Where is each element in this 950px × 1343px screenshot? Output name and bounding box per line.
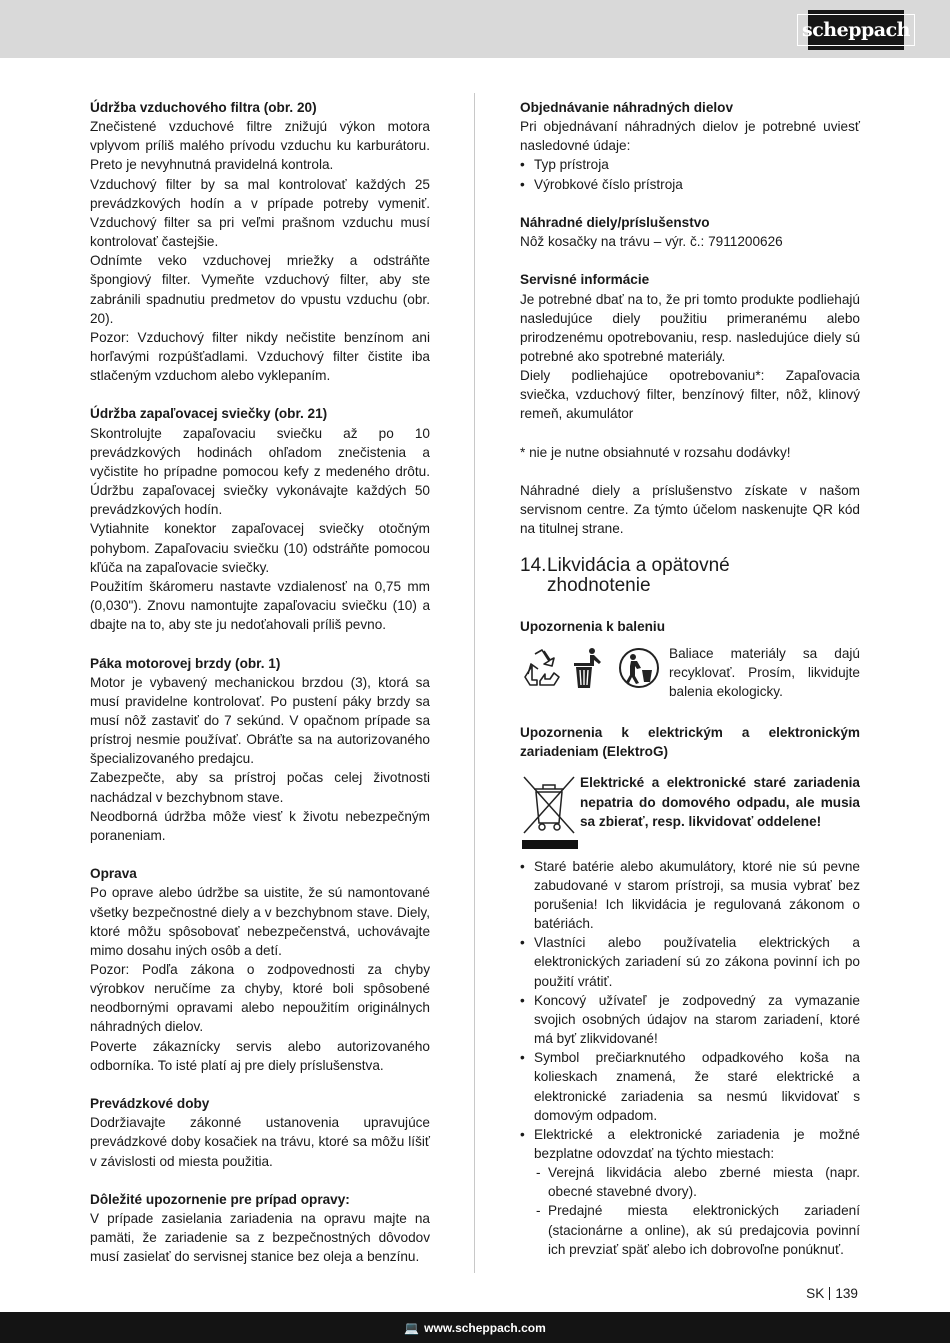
repair-paragraph: Po oprave alebo údržbe sa uistite, že sú namontované všetky bezpečnostné diely a v bezchybnom stave. Diely, ktoré môžu spôsobovať nebezpečenstvá, uchovávajte mimo dosahu iných osôb a detí. (90, 885, 430, 958)
footer-bar (0, 1312, 950, 1343)
weee-heading: Upozornenia k elektrickým a elektronickým zariadeniam (ElektroG) (520, 725, 860, 760)
list-item: • Vlastníci alebo používatelia elektrických a elektronických zariadení sú zo zákona povinní ich po použití vrátiť. (520, 933, 860, 990)
airfilter-heading: Údržba vzduchového filtra (obr. 20) (90, 100, 317, 115)
brake-paragraph: Zabezpečte, aby sa prístroj počas celej životnosti nachádzal v bezchybnom stave. (90, 770, 430, 805)
brake-paragraph: Motor je vybavený mechanickou brzdou (3), ktorá sa musí pravidelne kontrolovať. Po pustení páky brzdy sa musí nôž zastaviť do 7 sekúnd. V opačnom prípade sa prístroj nesmie používať. Obráťte sa na autorizovaného špecializovaného predajcu. (90, 674, 430, 767)
crossed-bin-icon (520, 773, 580, 856)
repair-paragraph: Pozor: Podľa zákona o zodpovednosti za chyby výrobkov neručíme za chyby, ktoré boli spôsobené neodbornými opravami alebo nepoužitím originálnych náhradných dielov. (90, 961, 430, 1035)
hours-heading: Prevádzkové doby (90, 1096, 210, 1112)
spare-paragraph: Nôž kosačky na trávu – výr. č.: 7911200626 (520, 234, 783, 250)
left-column (90, 98, 430, 1266)
list-item-text: Elektrické a elektronické zariadenia je možné bezplatne odovzdať na týchto miestach: (534, 1126, 860, 1161)
footer-url[interactable]: www.scheppach.com (424, 1320, 546, 1335)
repair-heading: Oprava (90, 866, 137, 882)
list-item: • Staré batérie alebo akumulátory, ktoré nie sú pevne zabudované v starom prístroji, sa musia vybrať bez porušenia! Ich likvidácia je regulovaná zákonom o batériách. (520, 857, 860, 934)
packaging-heading: Upozornenia k baleniu (520, 618, 666, 634)
service-paragraph: Diely podliehajúce opotrebovaniu*: Zapaľovacia sviečka, vzduchový filter, benzínový filter, nôž, klinový remeň, akumulátor (520, 368, 860, 422)
spare-heading: Náhradné diely/príslušenstvo (520, 214, 710, 230)
weee-sublist (534, 1163, 860, 1259)
scheppach-logo (802, 10, 910, 50)
packaging-icons (520, 644, 665, 690)
packaging-text: Baliace materiály sa dajú recyklovať. Prosím, likvidujte balenia ekologicky. (669, 645, 860, 699)
list-item: • Typ prístroja (520, 155, 860, 174)
section-title-line: zhodnotenie (547, 574, 651, 596)
list-item: • Symbol prečiarknutého odpadkového koša na kolieskach znamená, že staré elektrické a elektronické zariadenia sa nesmú likvidovať s domovým odpadom. (520, 1048, 860, 1125)
weee-list (520, 857, 860, 1259)
list-item: • Koncový užívateľ je zodpovedný za vymazanie svojich osobných údajov na starom zariadení, ktoré má byť zlikvidované! (520, 991, 860, 1048)
section-14-title (520, 556, 860, 596)
sublist-item: - Predajné miesta elektronických zariadení (stacionárne a online), ak sú predajcovia povinní ich prevziať späť alebo ich dobrovoľne ponúknuť. (534, 1201, 860, 1258)
section-number: 14. (520, 554, 547, 576)
weee-warning: Elektrické a elektronické staré zariadenia nepatria do domového odpadu, ale musia sa zbierať, resp. likvidovať oddelene! (580, 775, 860, 829)
sparkplug-paragraph: Skontrolujte zapaľovaciu sviečku až po 10 prevádzkových hodinách ohľadom znečistenia a vyčistite ho prípadne pomocou kefy z medeného drôtu. Údržbu zapaľovacej sviečky vykonávajte každých 50 prevádzkových hodín. (90, 425, 430, 518)
weee-block (520, 773, 860, 856)
monitor-icon: 💻 (404, 1320, 420, 1335)
packaging-block (520, 644, 860, 701)
service-paragraph: Je potrebné dbať na to, že pri tomto produkte podliehajú nasledujúce diely použitiu primeranému alebo prirodzenému opotrebovaniu, resp. nasledujúce diely sú potrebné ako spotrebné materiály. (520, 291, 860, 364)
tidyman-icon (616, 646, 662, 690)
airfilter-paragraph: Vzduchový filter by sa mal kontrolovať každých 25 prevádzkových hodín a v prípade potreby vymeniť. Vzduchový filter sa pri veľmi prašnom vzduchu musí kontrolovať častejšie. (90, 176, 430, 250)
sparkplug-heading: Údržba zapaľovacej sviečky (obr. 21) (90, 406, 328, 422)
column-divider (474, 93, 475, 1273)
important-paragraph: V prípade zasielania zariadenia na opravu majte na pamäti, že zariadenie sa z bezpečnostných dôvodov musí zasielať do servisnej stanice bez oleja a benzínu. (90, 1210, 430, 1265)
header-bar (0, 0, 950, 58)
sparkplug-paragraph: Použitím škáromeru nastavte vzdialenosť na 0,75 mm (0,030"). Znovu namontujte zapaľovaciu sviečku (10) a dbajte na to, aby ste ju nedoťahovali príliš pevno. (90, 578, 430, 633)
brake-heading: Páka motorovej brzdy (obr. 1) (90, 655, 281, 671)
page-num: 139 (835, 1286, 858, 1301)
hours-paragraph: Dodržiavajte zákonné ustanovenia upravujúce prevádzkové doby kosačiek na trávu, ktoré sa môžu líšiť v závislosti od miesta použitia. (90, 1115, 430, 1169)
right-column (520, 98, 860, 1259)
section-title-line: Likvidácia a opätovné (547, 554, 730, 576)
service-paragraph: Náhradné diely a príslušenstvo získate v našom servisnom centre. Za týmto účelom naskenujte QR kód na titulnej strane. (520, 483, 860, 537)
airfilter-paragraph: Pozor: Vzduchový filter nikdy nečistite benzínom ani horľavými rozpúšťadlami. Vzduchový filter čistite iba stlačeným vzduchom alebo vyklepaním. (90, 329, 430, 384)
sublist-item: - Verejná likvidácia alebo zberné miesta (napr. obecné stavebné dvory). (534, 1163, 860, 1201)
trash-bin-person-icon (570, 646, 610, 690)
logo-text: scheppach (797, 14, 915, 46)
brake-paragraph: Neodborná údržba môže viesť k životu nebezpečným poraneniam. (90, 808, 430, 843)
recycle-icon (520, 646, 564, 690)
sparkplug-paragraph: Vytiahnite konektor zapaľovacej sviečky otočným pohybom. Zapaľovaciu sviečku (10) odstráňte pomocou kľúča na zapaľovacie sviečky. (90, 521, 430, 575)
service-heading: Servisné informácie (520, 272, 650, 288)
airfilter-paragraph: Znečistené vzduchové filtre znižujú výkon motora vplyvom príliš malého prívodu vzduchu ku karburátoru. Preto je nevyhnutná pravidelná kontrola. (90, 119, 430, 173)
ordering-heading: Objednávanie náhradných dielov (520, 100, 734, 115)
ordering-paragraph: Pri objednávaní náhradných dielov je potrebné uviesť nasledovné údaje: (520, 119, 860, 154)
important-heading: Dôležité upozornenie pre prípad opravy: (90, 1191, 350, 1207)
ordering-list (520, 155, 860, 193)
repair-paragraph: Poverte zákaznícky servis alebo autorizovaného odborníka. To isté platí aj pre diely príslušenstva. (90, 1038, 430, 1073)
page-number (806, 1286, 858, 1301)
service-note: * nie je nutne obsiahnuté v rozsahu dodávky! (520, 444, 791, 460)
list-item (520, 1125, 860, 1259)
language-code: SK (806, 1286, 825, 1301)
airfilter-paragraph: Odnímte veko vzduchovej mriežky a odstráňte špongiový filter. Vymeňte vzduchový filter, aby ste zabránili spadnutiu predmetov do vpustu vzduchu (obr. 20). (90, 253, 430, 326)
list-item: • Výrobkové číslo prístroja (520, 175, 860, 194)
